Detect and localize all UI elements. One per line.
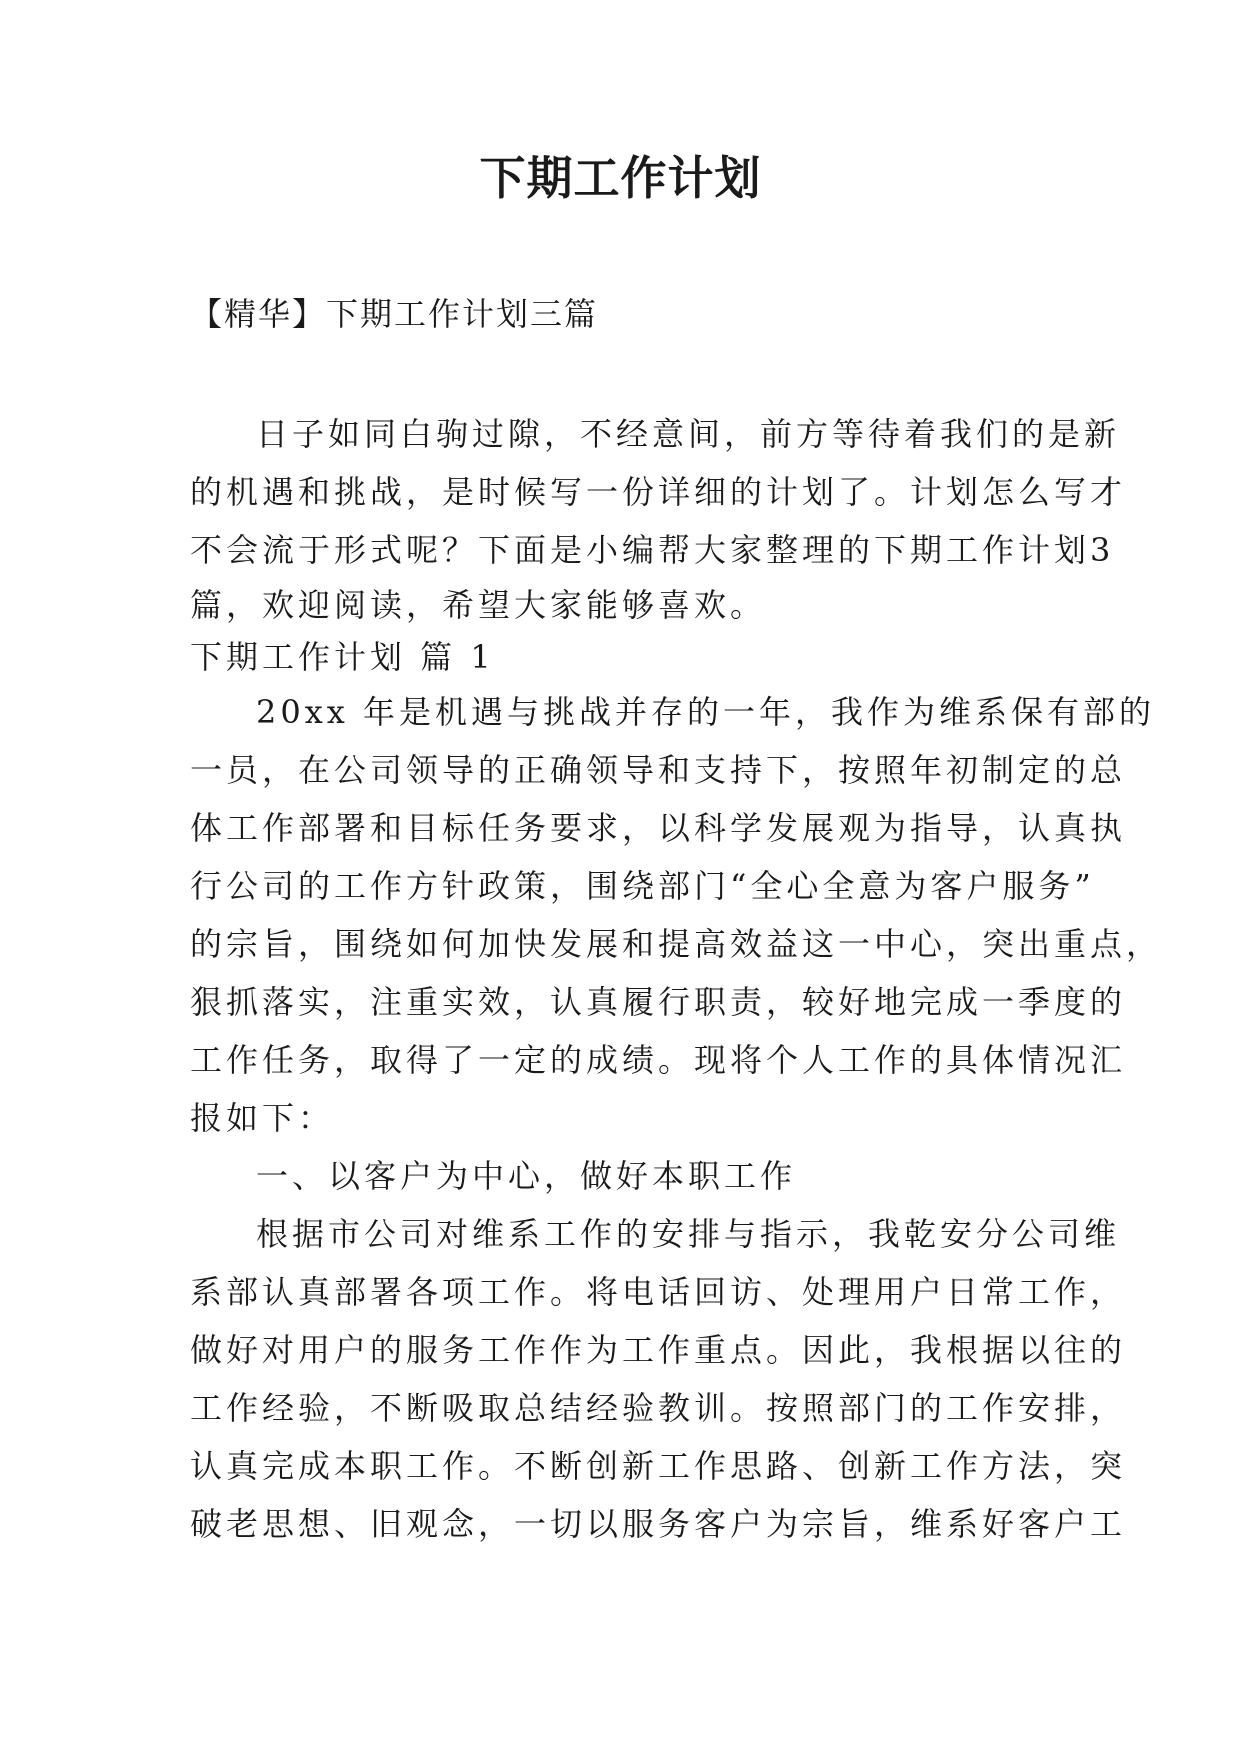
paragraph-line: 做好对用户的服务工作作为工作重点。因此，我根据以往的 <box>190 1331 1127 1369</box>
paragraph-line: 的宗旨，围绕如何加快发展和提高效益这一中心，突出重点， <box>190 925 1163 963</box>
paragraph-line: 根据市公司对维系工作的安排与指示，我乾安分公司维 <box>256 1215 1121 1253</box>
paragraph-line: 破老思想、旧观念，一切以服务客户为宗旨，维系好客户工 <box>190 1505 1127 1543</box>
subsection-heading: 一、以客户为中心，做好本职工作 <box>256 1157 797 1195</box>
paragraph-line: 体工作部署和目标任务要求，以科学发展观为指导，认真执 <box>190 809 1127 847</box>
paragraph-line: 报如下： <box>190 1099 335 1137</box>
document-subtitle: 【精华】下期工作计划三篇 <box>190 295 599 333</box>
paragraph-line: 的机遇和挑战，是时候写一份详细的计划了。计划怎么写才 <box>190 473 1127 511</box>
paragraph-line: 工作经验，不断吸取总结经验教训。按照部门的工作安排， <box>190 1389 1127 1427</box>
section-heading: 下期工作计划 篇 1 <box>190 638 495 676</box>
paragraph-line: 行公司的工作方针政策，围绕部门“全心全意为客户服务” <box>190 867 1095 905</box>
paragraph-line: 20xx 年是机遇与挑战并存的一年，我作为维系保有部的 <box>256 693 1155 731</box>
document-title: 下期工作计划 <box>479 151 762 205</box>
paragraph-line: 认真完成本职工作。不断创新工作思路、创新工作方法，突 <box>190 1447 1127 1485</box>
paragraph-line: 工作任务，取得了一定的成绩。现将个人工作的具体情况汇 <box>190 1041 1127 1079</box>
paragraph-line: 日子如同白驹过隙，不经意间，前方等待着我们的是新 <box>256 415 1121 453</box>
paragraph-line: 篇，欢迎阅读，希望大家能够喜欢。 <box>190 586 767 624</box>
document-body <box>190 405 1163 1553</box>
paragraph-line: 狠抓落实，注重实效，认真履行职责，较好地完成一季度的 <box>190 983 1127 1021</box>
paragraph-line: 系部认真部署各项工作。将电话回访、处理用户日常工作， <box>190 1273 1127 1311</box>
paragraph-line: 一员，在公司领导的正确领导和支持下，按照年初制定的总 <box>190 751 1127 789</box>
paragraph-line: 不会流于形式呢？下面是小编帮大家整理的下期工作计划3 <box>190 531 1115 569</box>
